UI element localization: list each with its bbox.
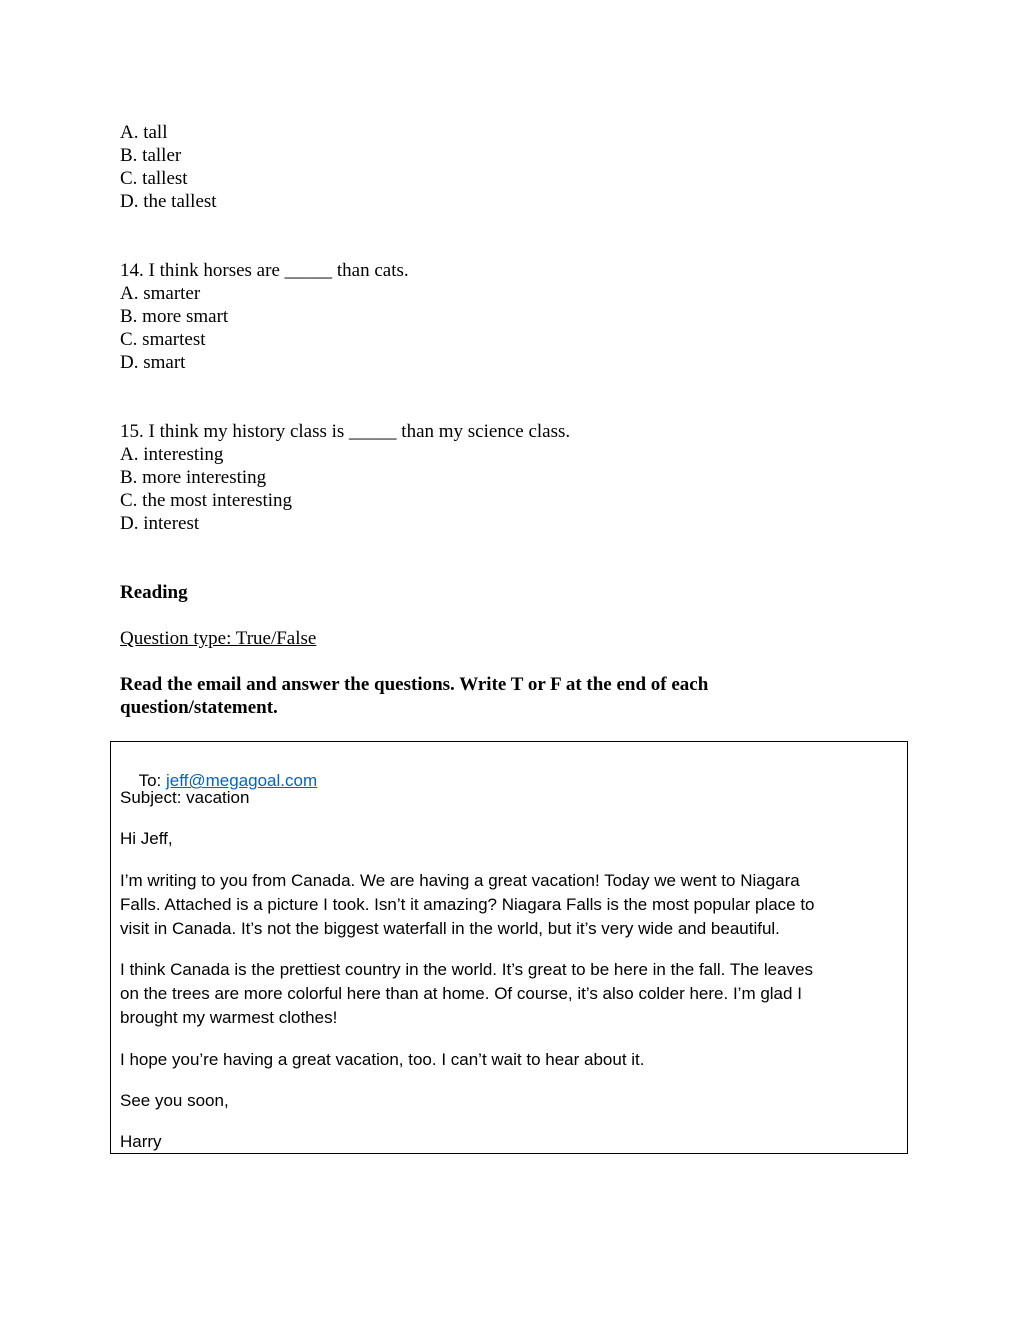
option-a: A. interesting — [120, 444, 224, 465]
reading-instructions — [120, 673, 708, 719]
email-signature: Harry — [120, 1132, 162, 1151]
question-14 — [120, 259, 409, 374]
email-address-link[interactable]: jeff@megagoal.com — [166, 771, 318, 790]
reading-heading: Reading — [120, 582, 188, 603]
email-paragraph-2 — [120, 958, 890, 1030]
email-box — [110, 741, 908, 1154]
option-b: B. taller — [120, 145, 182, 166]
question-type-label: Question type: True/False — [120, 628, 317, 649]
option-a: A. smarter — [120, 283, 201, 304]
question-14-text: 14. I think horses are _____ than cats. — [120, 260, 409, 281]
email-greeting: Hi Jeff, — [120, 829, 173, 848]
paragraph-1-line-3: visit in Canada. It’s not the biggest waterfall in the world, but it’s very wide and beautiful. — [120, 919, 780, 938]
instructions-line-1: Read the email and answer the questions. Write T or F at the end of each — [120, 674, 709, 695]
question-13-options — [120, 121, 217, 213]
paragraph-2-line-3: brought my warmest clothes! — [120, 1008, 338, 1027]
paragraph-1-line-1: I’m writing to you from Canada. We are having a great vacation! Today we went to Niagara — [120, 871, 800, 890]
option-d: D. interest — [120, 513, 200, 534]
email-to-label: To: — [138, 771, 166, 790]
option-c: C. smartest — [120, 329, 206, 350]
paragraph-1-line-2: Falls. Attached is a picture I took. Isn’t it amazing? Niagara Falls is the most popular place to — [120, 895, 815, 914]
question-15 — [120, 420, 570, 535]
option-c: C. tallest — [120, 168, 188, 189]
email-paragraph-1 — [120, 869, 890, 941]
instructions-line-2: question/statement. — [120, 697, 278, 718]
option-b: B. more interesting — [120, 467, 267, 488]
email-paragraph-3: I hope you’re having a great vacation, too. I can’t wait to hear about it. — [120, 1050, 645, 1069]
paragraph-2-line-1: I think Canada is the prettiest country in the world. It’s great to be here in the fall. The leaves — [120, 960, 813, 979]
question-15-text: 15. I think my history class is _____ than my science class. — [120, 421, 571, 442]
paragraph-2-line-2: on the trees are more colorful here than at home. Of course, it’s also colder here. I’m glad I — [120, 984, 802, 1003]
option-d: D. smart — [120, 352, 186, 373]
option-d: D. the tallest — [120, 191, 217, 212]
option-a: A. tall — [120, 122, 168, 143]
email-closing: See you soon, — [120, 1091, 229, 1110]
option-c: C. the most interesting — [120, 490, 293, 511]
option-b: B. more smart — [120, 306, 229, 327]
email-subject: Subject: vacation — [120, 788, 250, 807]
